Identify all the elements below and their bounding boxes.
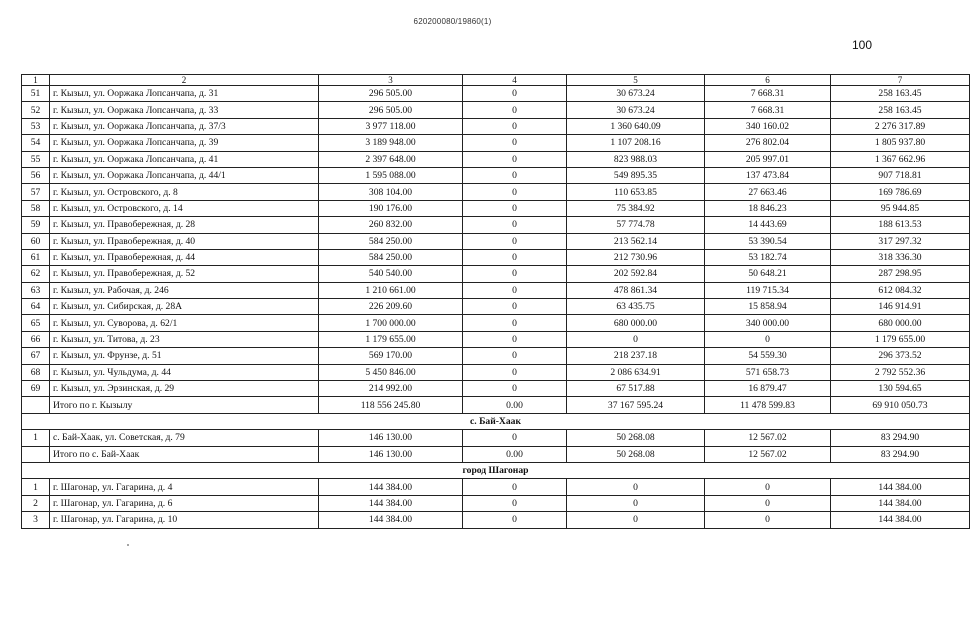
col5-cell: 218 237.18 [567,348,705,364]
col5-cell: 0 [567,479,705,495]
address-cell: г. Кызыл, ул. Сибирская, д. 28А [50,299,319,315]
register-table [21,74,970,529]
column-number: 3 [319,75,463,86]
total-cost-cell: 569 170.00 [319,348,463,364]
section-title: город Шагонар [22,462,970,478]
col4-cell: 0 [463,331,567,347]
row-number-cell: 3 [22,512,50,528]
col6-cell: 14 443.69 [705,217,831,233]
address-cell: г. Шагонар, ул. Гагарина, д. 10 [50,512,319,528]
row-number-cell: 53 [22,118,50,134]
col7-cell: 169 786.69 [831,184,970,200]
col7-cell: 318 336.30 [831,249,970,265]
address-cell: г. Кызыл, ул. Титова, д. 23 [50,331,319,347]
row-number-cell: 55 [22,151,50,167]
col4-cell: 0 [463,217,567,233]
row-number-cell: 62 [22,266,50,282]
section-header-row [22,413,970,429]
col6-cell: 12 567.02 [705,430,831,446]
col4-cell: 0.00 [463,397,567,413]
col6-cell: 16 879.47 [705,381,831,397]
col5-cell: 1 107 208.16 [567,135,705,151]
table-row [22,348,970,364]
col7-cell: 144 384.00 [831,479,970,495]
col6-cell: 0 [705,331,831,347]
col7-cell: 258 163.45 [831,102,970,118]
total-cost-cell: 260 832.00 [319,217,463,233]
col5-cell: 212 730.96 [567,249,705,265]
col6-cell: 340 000.00 [705,315,831,331]
table-row [22,479,970,495]
col7-cell: 287 298.95 [831,266,970,282]
table-body [22,75,970,529]
total-cost-cell: 1 179 655.00 [319,331,463,347]
row-number-cell: 52 [22,102,50,118]
column-number: 7 [831,75,970,86]
col4-cell: 0.00 [463,446,567,462]
address-cell: г. Кызыл, ул. Ооржака Лопсанчапа, д. 41 [50,151,319,167]
col6-cell: 0 [705,479,831,495]
total-cost-cell: 146 130.00 [319,430,463,446]
col4-cell: 0 [463,233,567,249]
col7-cell: 907 718.81 [831,167,970,183]
table-row [22,299,970,315]
col4-cell: 0 [463,479,567,495]
col4-cell: 0 [463,184,567,200]
total-cost-cell: 296 505.00 [319,86,463,102]
col6-cell: 11 478 599.83 [705,397,831,413]
address-cell: г. Кызыл, ул. Ооржака Лопсанчапа, д. 37/3 [50,118,319,134]
address-cell: г. Кызыл, ул. Суворова, д. 62/1 [50,315,319,331]
address-cell: г. Кызыл, ул. Чульдума, д. 44 [50,364,319,380]
address-cell: г. Кызыл, ул. Эрзинская, д. 29 [50,381,319,397]
total-cost-cell: 190 176.00 [319,200,463,216]
table-row [22,184,970,200]
col7-cell: 146 914.91 [831,299,970,315]
row-number-cell: 68 [22,364,50,380]
col4-cell: 0 [463,315,567,331]
address-cell: г. Кызыл, ул. Островского, д. 8 [50,184,319,200]
document-id: 620200080/19860(1) [413,17,492,26]
col4-cell: 0 [463,135,567,151]
col5-cell: 213 562.14 [567,233,705,249]
address-cell: г. Кызыл, ул. Островского, д. 14 [50,200,319,216]
col4-cell: 0 [463,102,567,118]
col7-cell: 258 163.45 [831,86,970,102]
row-number-cell [22,397,50,413]
col7-cell: 83 294.90 [831,446,970,462]
table-row [22,331,970,347]
table-row [22,266,970,282]
col5-cell: 50 268.08 [567,446,705,462]
col5-cell: 110 653.85 [567,184,705,200]
address-cell: г. Кызыл, ул. Ооржака Лопсанчапа, д. 39 [50,135,319,151]
address-cell: г. Кызыл, ул. Ооржака Лопсанчапа, д. 31 [50,86,319,102]
table-row [22,430,970,446]
col5-cell: 63 435.75 [567,299,705,315]
row-number-cell: 63 [22,282,50,298]
address-cell: г. Кызыл, ул. Фрунзе, д. 51 [50,348,319,364]
col7-cell: 144 384.00 [831,512,970,528]
total-cost-cell: 1 595 088.00 [319,167,463,183]
col6-cell: 340 160.02 [705,118,831,134]
col4-cell: 0 [463,348,567,364]
col4-cell: 0 [463,151,567,167]
col5-cell: 30 673.24 [567,86,705,102]
col5-cell: 57 774.78 [567,217,705,233]
address-cell: г. Кызыл, ул. Правобережная, д. 28 [50,217,319,233]
total-cost-cell: 144 384.00 [319,479,463,495]
section-title: с. Бай-Хаак [22,413,970,429]
address-cell: с. Бай-Хаак, ул. Советская, д. 79 [50,430,319,446]
row-number-cell: 64 [22,299,50,315]
row-number-cell: 56 [22,167,50,183]
col4-cell: 0 [463,86,567,102]
table-row [22,364,970,380]
address-cell: г. Кызыл, ул. Ооржака Лопсанчапа, д. 44/1 [50,167,319,183]
total-row [22,446,970,462]
col6-cell: 54 559.30 [705,348,831,364]
col6-cell: 205 997.01 [705,151,831,167]
col5-cell: 37 167 595.24 [567,397,705,413]
col7-cell: 1 805 937.80 [831,135,970,151]
col4-cell: 0 [463,512,567,528]
col6-cell: 571 658.73 [705,364,831,380]
col5-cell: 549 895.35 [567,167,705,183]
col5-cell: 0 [567,331,705,347]
row-number-cell: 59 [22,217,50,233]
column-number: 5 [567,75,705,86]
row-number-cell: 1 [22,479,50,495]
col5-cell: 1 360 640.09 [567,118,705,134]
column-number: 1 [22,75,50,86]
total-cost-cell: 1 210 661.00 [319,282,463,298]
col5-cell: 30 673.24 [567,102,705,118]
total-cost-cell: 226 209.60 [319,299,463,315]
col6-cell: 50 648.21 [705,266,831,282]
col7-cell: 1 179 655.00 [831,331,970,347]
col6-cell: 53 390.54 [705,233,831,249]
col6-cell: 7 668.31 [705,102,831,118]
row-number-cell: 58 [22,200,50,216]
col6-cell: 15 858.94 [705,299,831,315]
col5-cell: 50 268.08 [567,430,705,446]
table-row [22,495,970,511]
total-cost-cell: 144 384.00 [319,512,463,528]
col7-cell: 188 613.53 [831,217,970,233]
col6-cell: 7 668.31 [705,86,831,102]
col6-cell: 0 [705,512,831,528]
col5-cell: 0 [567,512,705,528]
row-number-cell: 67 [22,348,50,364]
section-header-row [22,462,970,478]
total-cost-cell: 2 397 648.00 [319,151,463,167]
total-cost-cell: 144 384.00 [319,495,463,511]
address-cell: Итого по с. Бай-Хаак [50,446,319,462]
col4-cell: 0 [463,282,567,298]
col4-cell: 0 [463,167,567,183]
column-number: 2 [50,75,319,86]
col7-cell: 130 594.65 [831,381,970,397]
col7-cell: 144 384.00 [831,495,970,511]
address-cell: г. Шагонар, ул. Гагарина, д. 4 [50,479,319,495]
table-row [22,282,970,298]
row-number-cell: 65 [22,315,50,331]
col6-cell: 276 802.04 [705,135,831,151]
row-number-cell: 1 [22,430,50,446]
total-cost-cell: 3 189 948.00 [319,135,463,151]
address-cell: г. Кызыл, ул. Ооржака Лопсанчапа, д. 33 [50,102,319,118]
col7-cell: 612 084.32 [831,282,970,298]
total-cost-cell: 214 992.00 [319,381,463,397]
address-cell: г. Кызыл, ул. Правобережная, д. 44 [50,249,319,265]
row-number-cell: 57 [22,184,50,200]
ink-speck [127,544,129,546]
total-cost-cell: 540 540.00 [319,266,463,282]
col4-cell: 0 [463,381,567,397]
col4-cell: 0 [463,200,567,216]
col4-cell: 0 [463,495,567,511]
col7-cell: 83 294.90 [831,430,970,446]
row-number-cell: 60 [22,233,50,249]
address-cell: г. Шагонар, ул. Гагарина, д. 6 [50,495,319,511]
address-cell: г. Кызыл, ул. Правобережная, д. 40 [50,233,319,249]
col5-cell: 680 000.00 [567,315,705,331]
col7-cell: 2 792 552.36 [831,364,970,380]
table-row [22,512,970,528]
col4-cell: 0 [463,266,567,282]
col7-cell: 95 944.85 [831,200,970,216]
table-row [22,233,970,249]
col4-cell: 0 [463,430,567,446]
col6-cell: 137 473.84 [705,167,831,183]
table-row [22,217,970,233]
col4-cell: 0 [463,364,567,380]
row-number-cell: 66 [22,331,50,347]
column-number: 6 [705,75,831,86]
col7-cell: 296 373.52 [831,348,970,364]
col6-cell: 12 567.02 [705,446,831,462]
row-number-cell: 61 [22,249,50,265]
col4-cell: 0 [463,249,567,265]
page-number: 100 [852,38,873,52]
address-cell: Итого по г. Кызылу [50,397,319,413]
col5-cell: 0 [567,495,705,511]
column-number: 4 [463,75,567,86]
column-number-row [22,75,970,86]
total-cost-cell: 3 977 118.00 [319,118,463,134]
table-row [22,135,970,151]
total-cost-cell: 5 450 846.00 [319,364,463,380]
table-row [22,102,970,118]
table-row [22,381,970,397]
total-cost-cell: 308 104.00 [319,184,463,200]
col6-cell: 0 [705,495,831,511]
address-cell: г. Кызыл, ул. Рабочая, д. 246 [50,282,319,298]
col7-cell: 1 367 662.96 [831,151,970,167]
col7-cell: 680 000.00 [831,315,970,331]
row-number-cell: 2 [22,495,50,511]
col5-cell: 2 086 634.91 [567,364,705,380]
table-row [22,118,970,134]
col5-cell: 478 861.34 [567,282,705,298]
total-cost-cell: 296 505.00 [319,102,463,118]
table-row [22,200,970,216]
col6-cell: 119 715.34 [705,282,831,298]
total-cost-cell: 584 250.00 [319,249,463,265]
col7-cell: 2 276 317.89 [831,118,970,134]
table-row [22,249,970,265]
total-cost-cell: 584 250.00 [319,233,463,249]
address-cell: г. Кызыл, ул. Правобережная, д. 52 [50,266,319,282]
table-row [22,86,970,102]
col6-cell: 53 182.74 [705,249,831,265]
col6-cell: 18 846.23 [705,200,831,216]
total-cost-cell: 146 130.00 [319,446,463,462]
table-row [22,167,970,183]
total-cost-cell: 118 556 245.80 [319,397,463,413]
total-cost-cell: 1 700 000.00 [319,315,463,331]
col5-cell: 202 592.84 [567,266,705,282]
total-row [22,397,970,413]
row-number-cell: 51 [22,86,50,102]
col7-cell: 69 910 050.73 [831,397,970,413]
col5-cell: 67 517.88 [567,381,705,397]
row-number-cell: 69 [22,381,50,397]
table-row [22,151,970,167]
col6-cell: 27 663.46 [705,184,831,200]
row-number-cell: 54 [22,135,50,151]
col4-cell: 0 [463,299,567,315]
col5-cell: 75 384.92 [567,200,705,216]
col4-cell: 0 [463,118,567,134]
row-number-cell [22,446,50,462]
table-row [22,315,970,331]
col7-cell: 317 297.32 [831,233,970,249]
col5-cell: 823 988.03 [567,151,705,167]
